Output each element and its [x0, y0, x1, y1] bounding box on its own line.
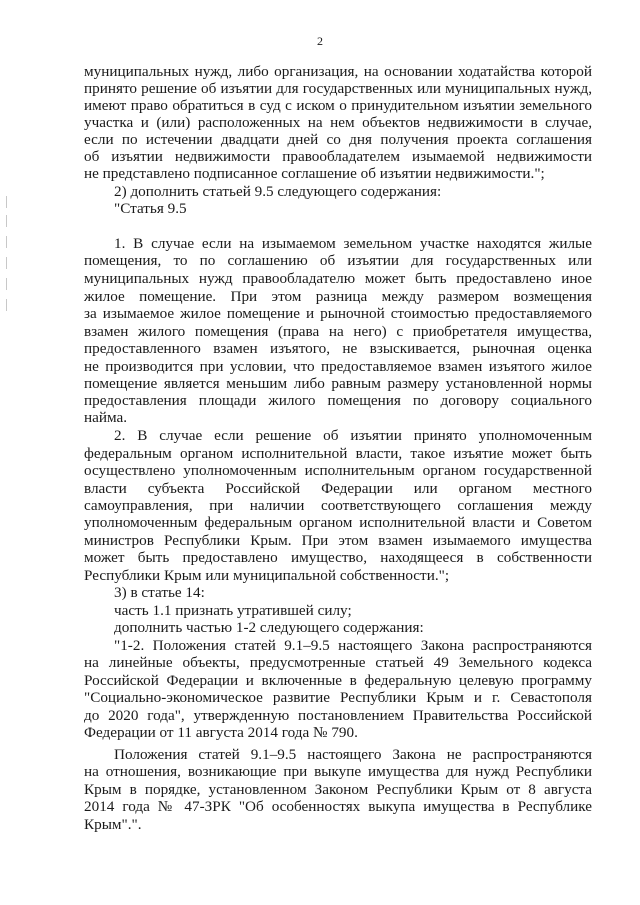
- text-line: участка и (или) расположенных на нем объектов недвижимости в случае,: [84, 114, 592, 131]
- text-line: Российской Федерации и включенные в федеральную целевую программу: [84, 672, 592, 689]
- text-line: власти субъекта Российской Федерации или органом местного: [84, 480, 592, 497]
- text-line: предоставления площади жилого помещения по договору социального: [84, 392, 592, 409]
- text-line: на отношения, возникающие при выкупе имущества для нужд Республики: [84, 763, 592, 780]
- text-line: "1-2. Положения статей 9.1–9.5 настоящего Закона распространяются: [114, 637, 592, 654]
- text-line: осуществлено уполномоченным исполнительным органом государственной: [84, 462, 592, 479]
- margin-binding-mark: [6, 236, 7, 248]
- text-line: имеют право обратиться в суд с иском о принудительном изъятии земельного: [84, 97, 592, 114]
- text-line: помещения, то по соглашению об изъятии для государственных или: [84, 252, 592, 269]
- text-line: Положения статей 9.1–9.5 настоящего Закона не распространяются: [114, 746, 592, 763]
- text-line: федеральным органом исполнительной власти, такое изъятие может быть: [84, 445, 592, 462]
- text-line: муниципальных нужд, либо организация, на основании ходатайства которой: [84, 63, 592, 80]
- text-line: 2. В случае если решение об изъятии принято уполномоченным: [114, 427, 592, 444]
- text-line: на линейные объекты, предусмотренные статьей 49 Земельного кодекса: [84, 654, 592, 671]
- text-line: "Социально-экономическое развитие Республики Крым и г. Севастополя: [84, 689, 592, 706]
- margin-binding-mark: [6, 257, 7, 269]
- text-line: не представлено подписанное соглашение об изъятии недвижимости.";: [84, 165, 545, 182]
- margin-binding-mark: [6, 278, 7, 290]
- text-line: принято решение об изъятии для государственных или муниципальных нужд,: [84, 80, 592, 97]
- text-line: муниципальных нужд правообладателю может быть предоставлено иное: [84, 270, 592, 287]
- margin-binding-mark: [6, 215, 7, 227]
- text-line: за изымаемое жилое помещение и рыночной стоимостью предоставляемого: [84, 305, 592, 322]
- text-line: жилое помещение. При этом разница между размером возмещения: [84, 288, 592, 305]
- text-line: 2) дополнить статьей 9.5 следующего содержания:: [114, 183, 442, 200]
- text-line: 2014 года № 47-ЗРК "Об особенностях выкупа имущества в Республике: [84, 798, 592, 815]
- text-line: министров Республики Крым. При этом взамен изымаемого имущества: [84, 532, 592, 549]
- text-line: Крым в порядке, установленном Законом Республики Крым от 8 августа: [84, 781, 592, 798]
- text-line: Крым".".: [84, 816, 142, 833]
- margin-binding-mark: [6, 196, 7, 208]
- text-line: найма.: [84, 409, 128, 426]
- text-line: до 2020 года", утвержденную постановлением Правительства Российской: [84, 707, 592, 724]
- text-line: дополнить частью 1-2 следующего содержания:: [114, 619, 424, 636]
- text-line: часть 1.1 признать утратившей силу;: [114, 602, 352, 619]
- text-line: Федерации от 11 августа 2014 года № 790.: [84, 724, 358, 741]
- text-line: самоуправления, при наличии соответствующего соглашения между: [84, 497, 592, 514]
- page-number: 2: [317, 34, 323, 48]
- text-line: 1. В случае если на изымаемом земельном участке находятся жилые: [114, 235, 592, 252]
- text-line: уполномоченным федеральным органом исполнительной власти и Советом: [84, 514, 592, 531]
- text-line: Республики Крым или муниципальной собственности.";: [84, 567, 450, 584]
- article-heading: "Статья 9.5: [114, 200, 187, 217]
- text-line: взамен жилого помещения (права на него) с приобретателя имущества,: [84, 323, 592, 340]
- text-line: не производится при условии, что предоставляемое взамен изъятого жилое: [84, 358, 592, 375]
- text-line: об изъятии недвижимости правообладателем изымаемой недвижимости: [84, 148, 592, 165]
- text-line: помещение является меньшим либо равным размеру установленной нормы: [84, 375, 592, 392]
- text-line: 3) в статье 14:: [114, 584, 205, 601]
- text-line: может быть предоставлено имущество, находящееся в собственности: [84, 549, 592, 566]
- margin-binding-mark: [6, 299, 7, 311]
- text-line: если по истечении двадцати дней со дня получения проекта соглашения: [84, 131, 592, 148]
- text-line: предоставленного взамен изъятого, не взыскивается, рыночная оценка: [84, 340, 592, 357]
